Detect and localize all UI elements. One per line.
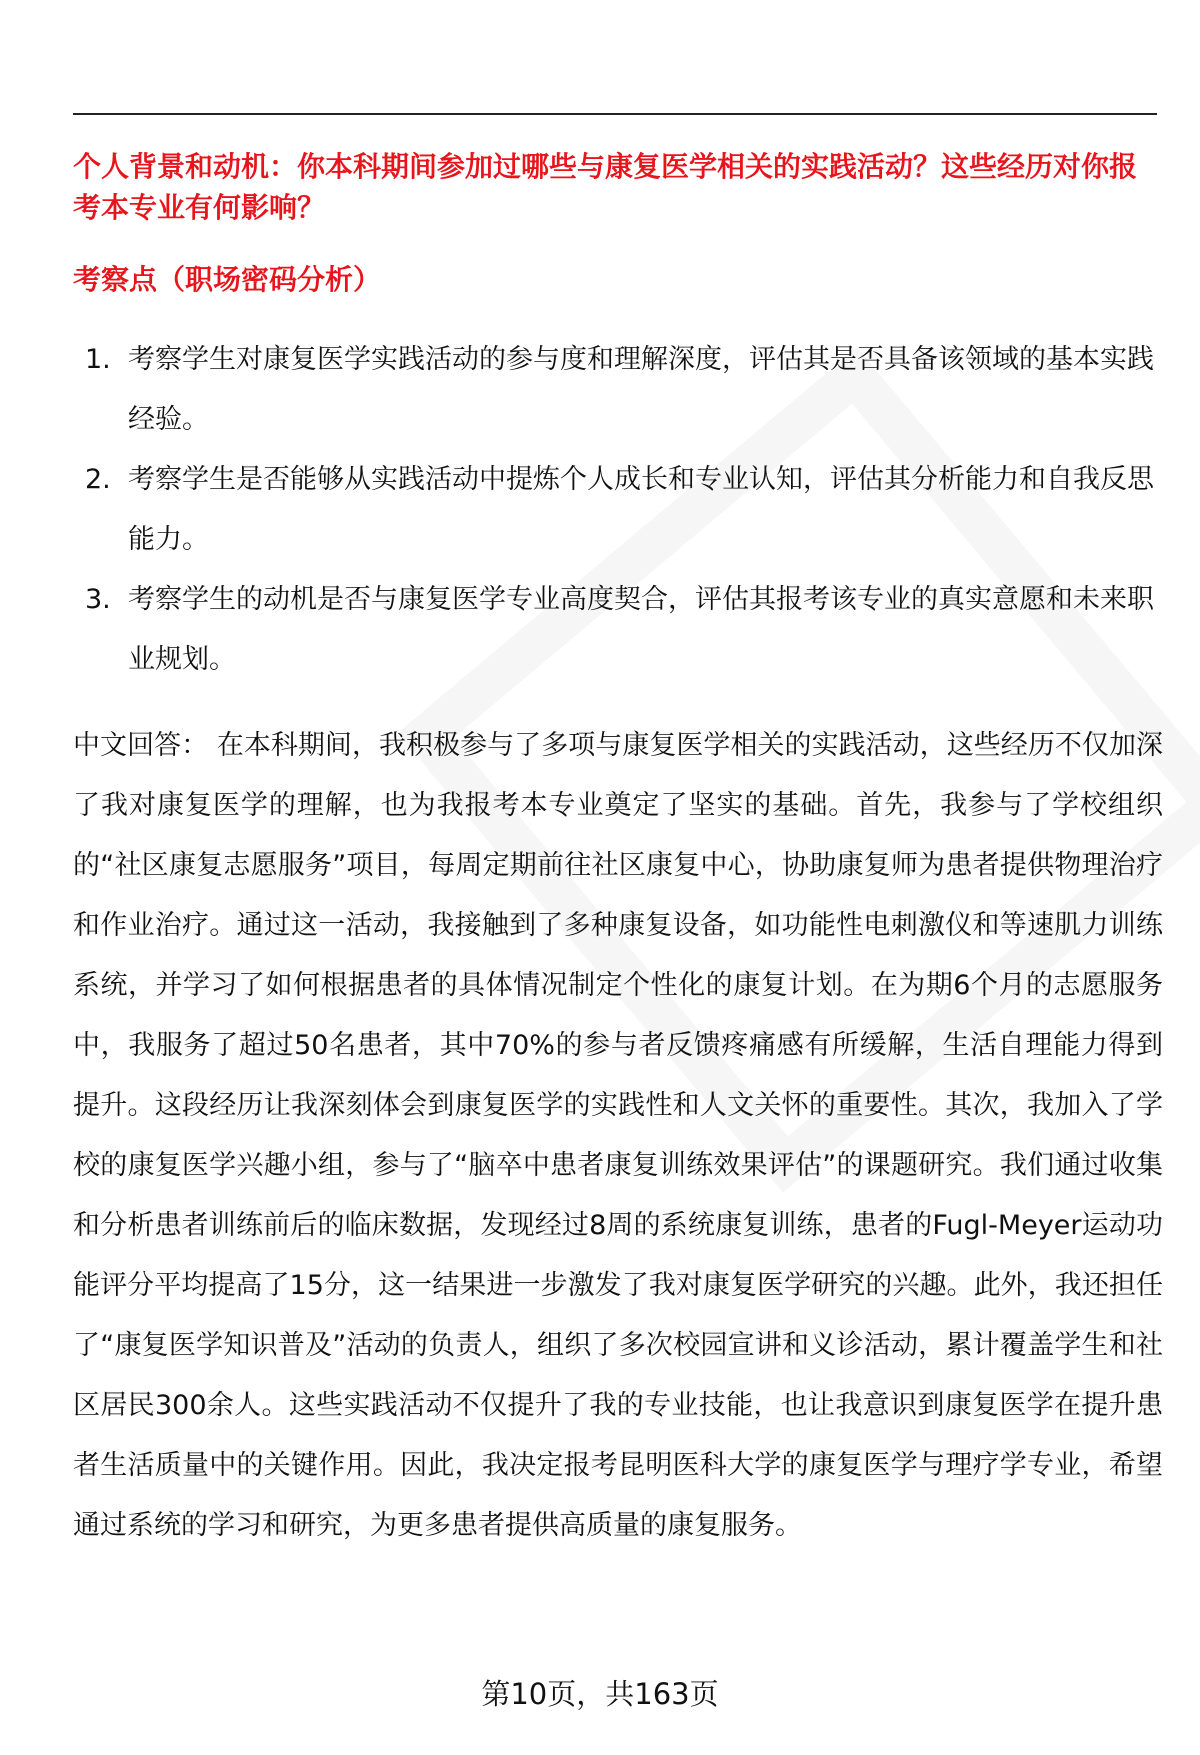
answer-paragraph: 中文回答： 在本科期间，我积极参与了多项与康复医学相关的实践活动，这些经历不仅加深了我对康复医学的理解，也为我报考本专业奠定了坚实的基础。首先，我参与了学校组织的“社区康复志愿服务”项目，每周定期前往社区康复中心，协助康复师为患者提供物理治疗和作业治疗。通过这一活动，我接触到了多种康复设备，如功能性电刺激仪和等速肌力训练系统，并学习了如何根据患者的具体情况制定个性化的康复计划。在为期6个月的志愿服务中，我服务了超过50名患者，其中70%的参与者反馈疼痛感有所缓解，生活自理能力得到提升。这段经历让我深刻体会到康复医学的实践性和人文关怀的重要性。其次，我加入了学校的康复医学兴趣小组，参与了“脑卒中患者康复训练效果评估”的课题研究。我们通过收集和分析患者训练前后的临床数据，发现经过8周的系统康复训练，患者的Fugl-Meyer运动功能评分平均提高了15分，这一结果进一步激发了我对康复医学研究的兴趣。此外，我还担任了“康复医学知识普及”活动的负责人，组织了多次校园宣讲和义诊活动，累计覆盖学生和社区居民300余人。这些实践活动不仅提升了我的专业技能，也让我意识到康复医学在提升患者生活质量中的关键作用。因此，我决定报考昆明医科大学的康复医学与理疗学专业，希望通过系统的学习和研究，为更多患者提供高质量的康复服务。 <box>73 730 1163 1541</box>
item-number: 2. <box>85 464 111 495</box>
header-divider <box>73 113 1157 115</box>
item-text: 考察学生对康复医学实践活动的参与度和理解深度，评估其是否具备该领域的基本实践经验。 <box>128 344 1154 435</box>
list-item <box>73 330 1163 450</box>
item-text: 考察学生的动机是否与康复医学专业高度契合，评估其报考该专业的真实意愿和未来职业规划。 <box>128 584 1154 675</box>
list-item <box>73 570 1163 690</box>
page-number: 第10页，共163页 <box>481 1677 719 1711</box>
item-number: 1. <box>85 344 111 375</box>
item-text: 考察学生是否能够从实践活动中提炼个人成长和专业认知，评估其分析能力和自我反思能力。 <box>128 464 1154 555</box>
list-item <box>73 450 1163 570</box>
item-number: 3. <box>85 584 111 615</box>
analysis-subheading: 考察点（职场密码分析） <box>73 263 382 296</box>
assessment-points <box>73 330 1163 690</box>
question-heading: 个人背景和动机：你本科期间参加过哪些与康复医学相关的实践活动？这些经历对你报考本专业有何影响？ <box>73 150 1138 224</box>
